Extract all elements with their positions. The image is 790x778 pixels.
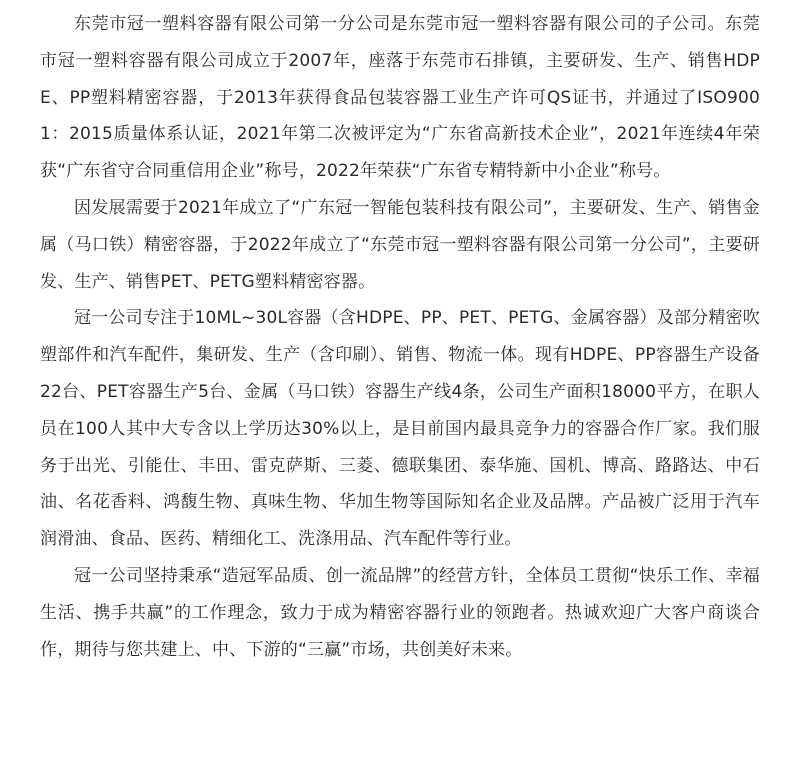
paragraph-philosophy: 冠一公司坚持秉承“造冠军品质、创一流品牌”的经营方针，全体员工贯彻“快乐工作、幸福生活、携手共赢”的工作理念，致力于成为精密容器行业的领跑者。热诚欢迎广大客户商谈合作，期待与您共建上、中、下游的“三赢”市场，共创美好未来。 bbox=[40, 565, 760, 660]
company-introduction bbox=[40, 6, 760, 668]
paragraph-company-background: 东莞市冠一塑料容器有限公司第一分公司是东莞市冠一塑料容器有限公司的子公司。东莞市冠一塑料容器有限公司成立于2007年，座落于东莞市石排镇，主要研发、生产、销售HDPE、PP塑料精密容器，于2013年获得食品包装容器工业生产许可QS证书，并通过了ISO9001：2015质量体系认证，2021年第二次被评定为“广东省高新技术企业”，2021年连续4年荣获“广东省守合同重信用企业”称号，2022年荣获“广东省专精特新中小企业”称号。 bbox=[40, 14, 760, 182]
paragraph-subsidiaries: 因发展需要于2021年成立了“广东冠一智能包装科技有限公司”，主要研发、生产、销售金属（马口铁）精密容器，于2022年成立了“东莞市冠一塑料容器有限公司第一分公司”，主要研发、生产、销售PET、PETG塑料精密容器。 bbox=[40, 197, 760, 292]
paragraph-products-and-clients: 冠一公司专注于10ML~30L容器（含HDPE、PP、PET、PETG、金属容器）及部分精密吹塑部件和汽车配件，集研发、生产（含印刷）、销售、物流一体。现有HDPE、PP容器生产设备22台、PET容器生产5台、金属（马口铁）容器生产线4条，公司生产面积18000平方，在职人员在100人其中大专含以上学历达30%以上，是目前国内最具竞争力的容器合作厂家。我们服务于出光、引能仕、丰田、雷克萨斯、三菱、德联集团、泰华施、国机、博高、路路达、中石油、名花香料、鸿馥生物、真味生物、华加生物等国际知名企业及品牌。产品被广泛用于汽车润滑油、食品、医药、精细化工、洗涤用品、汽车配件等行业。 bbox=[40, 308, 760, 550]
